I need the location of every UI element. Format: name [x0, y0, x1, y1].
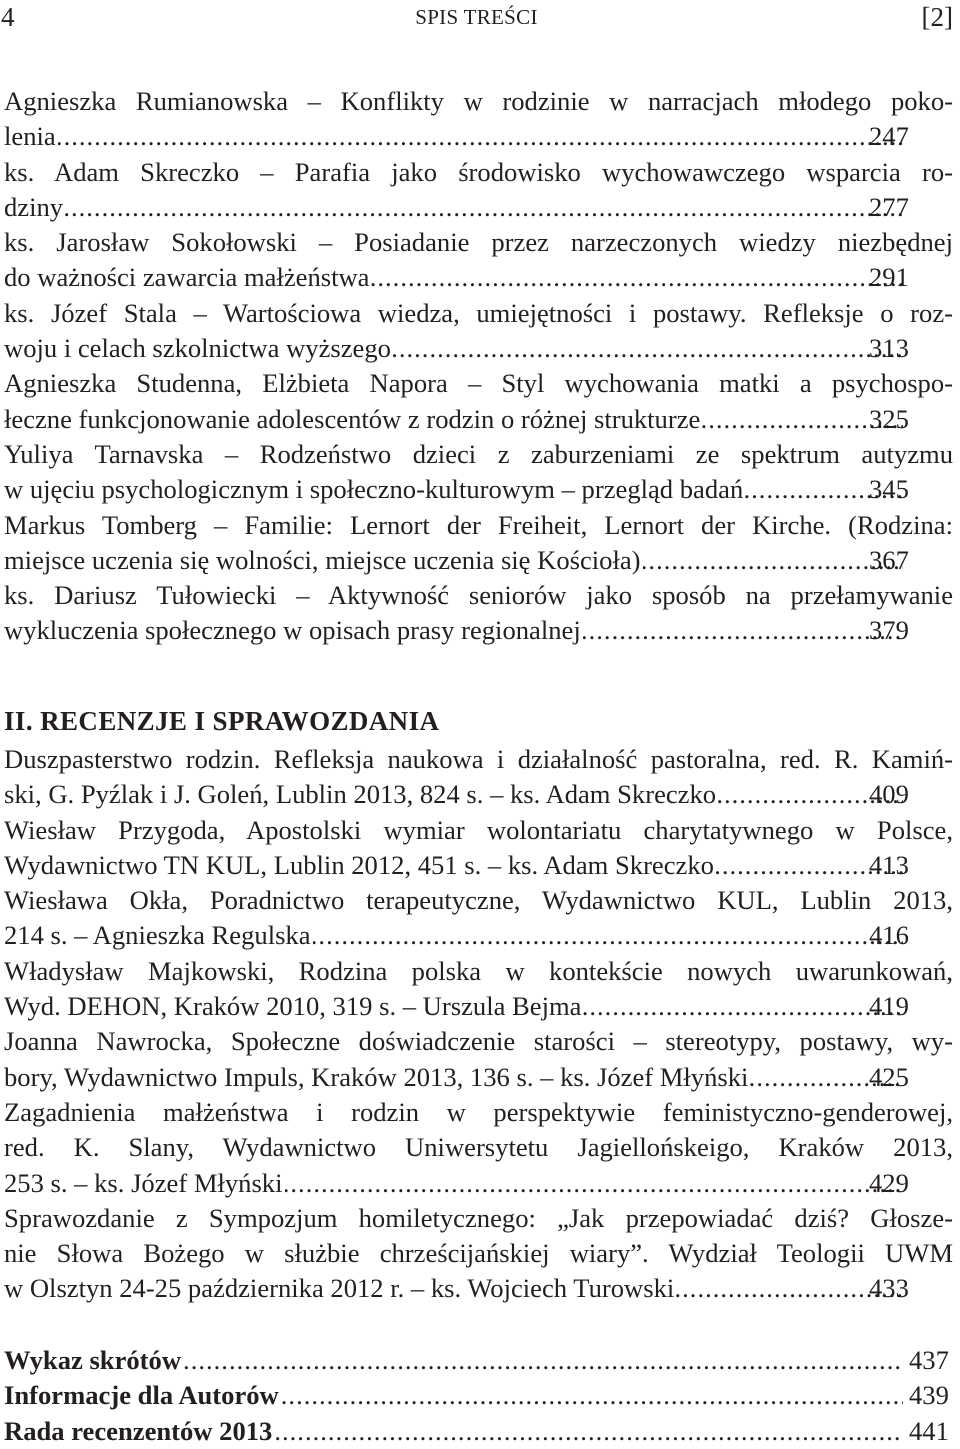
toc-page-number: 437: [909, 1345, 949, 1375]
toc-entry-line: ks. Adam Skreczko – Parafia jako środowisko wychowawczego wsparcia ro-: [4, 156, 953, 187]
toc-page-number: 429: [869, 1167, 909, 1198]
dot-leader: [583, 613, 903, 648]
toc-entry-text: do ważności zawarcia małżeństwa: [4, 262, 370, 293]
toc-entry: [4, 155, 953, 226]
toc-entry-last-line: [4, 1166, 953, 1201]
toc-entry-text: w ujęciu psychologicznym i społeczno-kulturowym – przegląd badań: [4, 474, 744, 505]
toc-entry-last-line: [4, 1343, 953, 1378]
toc-entry: [4, 883, 953, 954]
toc-entry: [4, 508, 953, 579]
toc-entry-line: ks. Józef Stala – Wartościowa wiedza, umiejętności i postawy. Refleksje o roz-: [4, 297, 953, 328]
toc-reviews: [4, 742, 953, 1307]
toc-entry-last-line: [4, 989, 953, 1024]
toc-entry: [4, 1024, 953, 1095]
dot-leader: [65, 190, 903, 225]
dot-leader: [393, 331, 903, 366]
dot-leader: [371, 260, 903, 295]
toc-entry-line: Yuliya Tarnavska – Rodzeństwo dzieci z zaburzeniami ze spektrum autyzmu: [4, 438, 953, 469]
dot-leader: [281, 1378, 903, 1413]
toc-page-number: 441: [909, 1415, 949, 1446]
toc-entry-line: ks. Jarosław Sokołowski – Posiadanie przez narzeczonych wiedzy niezbędnej: [4, 227, 953, 258]
toc-articles: [4, 84, 953, 649]
toc-page-number: 345: [869, 474, 909, 505]
running-title: SPIS TREŚCI: [415, 5, 538, 29]
toc-entry-last-line: [4, 1378, 953, 1413]
back-matter-entry: [4, 1343, 953, 1378]
toc-entry-last-line: [4, 331, 953, 366]
toc-page-number: 419: [869, 991, 909, 1022]
toc-entry-text: wykluczenia społecznego w opisach prasy regionalnej: [4, 615, 581, 646]
toc-entry-line: Wiesława Okła, Poradnictwo terapeutyczne, Wydawnictwo KUL, Lublin 2013,: [4, 885, 953, 916]
sheet-marker: [2]: [921, 2, 953, 32]
toc-entry-text: lenia: [4, 121, 56, 152]
toc-entry-last-line: [4, 260, 953, 295]
toc-entry: [4, 84, 953, 155]
toc-entry-last-line: [4, 190, 953, 225]
section-heading: II. RECENZJE I SPRAWOZDANIA: [4, 706, 440, 736]
toc-page-number: 367: [869, 544, 909, 575]
dot-leader: [643, 543, 903, 578]
dot-leader: [313, 918, 903, 953]
toc-page-number: 247: [869, 121, 909, 152]
toc-entry-last-line: [4, 613, 953, 648]
toc-entry-last-line: [4, 119, 953, 154]
toc-entry-text: 214 s. – Agnieszka Regulska: [4, 920, 311, 951]
toc-entry-text: bory, Wydawnictwo Impuls, Kraków 2013, 136 s. – ks. Józef Młyński: [4, 1061, 749, 1092]
toc-entry: [4, 954, 953, 1025]
toc-entry-line: Markus Tomberg – Familie: Lernort der Freiheit, Lernort der Kirche. (Rodzina:: [4, 509, 953, 540]
toc-entry-line: Agnieszka Studenna, Elżbieta Napora – Styl wychowania matki a psychospo-: [4, 368, 953, 399]
toc-entry: [4, 578, 953, 649]
dot-leader: [274, 1414, 903, 1449]
toc-entry-last-line: [4, 1414, 953, 1449]
toc-entry-line: Władysław Majkowski, Rodzina polska w kontekście nowych uwarunkowań,: [4, 955, 953, 986]
toc-page-number: 416: [869, 920, 909, 951]
toc-entry-line: Agnieszka Rumianowska – Konflikty w rodzinie w narracjach młodego poko-: [4, 86, 953, 116]
toc-entry-last-line: [4, 472, 953, 507]
dot-leader: [583, 989, 903, 1024]
toc-entry-line: Wiesław Przygoda, Apostolski wymiar wolontariatu charytatywnego w Polsce,: [4, 814, 953, 845]
toc-entry: [4, 366, 953, 437]
toc-entry-last-line: [4, 777, 953, 812]
toc-entry-last-line: [4, 1271, 953, 1306]
toc-entry: [4, 813, 953, 884]
toc-entry-text: miejsce uczenia się wolności, miejsce uczenia się Kościoła): [4, 544, 641, 575]
toc-entry-line: Joanna Nawrocka, Społeczne doświadczenie starości – stereotypy, postawy, wy-: [4, 1026, 953, 1057]
toc-page-number: 433: [869, 1273, 909, 1304]
toc-entry: [4, 296, 953, 367]
toc-page-number: 291: [869, 262, 909, 293]
toc-entry-line: ks. Dariusz Tułowiecki – Aktywność seniorów jako sposób na przełamywanie: [4, 580, 953, 611]
toc-entry-text: Wyd. DEHON, Kraków 2010, 319 s. – Urszula Bejma: [4, 991, 582, 1022]
running-header: [0, 0, 953, 34]
toc-entry-line: red. K. Slany, Wydawnictwo Uniwersytetu Jagiellońskeigo, Kraków 2013,: [4, 1132, 953, 1163]
toc-page-number: 325: [869, 403, 909, 434]
back-matter-entry: [4, 1378, 953, 1413]
toc-page-number: 413: [869, 849, 909, 880]
back-matter-label: Informacje dla Autorów: [4, 1380, 279, 1411]
toc-entry-last-line: [4, 1060, 953, 1095]
toc-back-matter: [4, 1343, 953, 1449]
toc-entry-text: woju i celach szkolnictwa wyższego: [4, 333, 391, 364]
toc-entry: [4, 225, 953, 296]
toc-entry: [4, 1095, 953, 1201]
toc-page-number: 439: [909, 1380, 949, 1411]
toc-entry-last-line: [4, 848, 953, 883]
back-matter-label: Rada recenzentów 2013: [4, 1415, 273, 1446]
back-matter-entry: [4, 1414, 953, 1449]
toc-entry-line: nie Słowa Bożego w służbie chrześcijańskiej wiary”. Wydział Teologii UWM: [4, 1238, 953, 1269]
toc-entry: [4, 742, 953, 813]
dot-leader: [58, 119, 903, 154]
toc-entry-last-line: [4, 918, 953, 953]
toc-entry-text: łeczne funkcjonowanie adolescentów z rodzin o różnej strukturze: [4, 403, 701, 434]
toc-entry-line: Duszpasterstwo rodzin. Refleksja naukowa i działalność pastoralna, red. R. Kamiń-: [4, 744, 953, 774]
toc-entry-last-line: [4, 402, 953, 437]
toc-page-number: 425: [869, 1061, 909, 1092]
toc-entry: [4, 437, 953, 508]
toc-page-number: 313: [869, 333, 909, 364]
toc-entry-text: Wydawnictwo TN KUL, Lublin 2012, 451 s. – ks. Adam Skreczko: [4, 849, 714, 880]
toc-entry-line: Zagadnienia małżeństwa i rodzin w perspektywie feministyczno-genderowej,: [4, 1096, 953, 1127]
toc-entry-line: Sprawozdanie z Sympozjum homiletycznego: „Jak przepowiadać dziś? Głosze-: [4, 1202, 953, 1233]
dot-leader: [183, 1343, 903, 1378]
toc-entry-last-line: [4, 543, 953, 578]
toc-entry-text: dziny: [4, 191, 64, 222]
toc-entry: [4, 1201, 953, 1307]
toc-entry-text: ski, G. Pyźlak i J. Goleń, Lublin 2013, 824 s. – ks. Adam Skreczko: [4, 779, 717, 810]
dot-leader: [285, 1166, 904, 1201]
page-number: 4: [1, 2, 15, 32]
toc-page-number: 277: [869, 191, 909, 222]
toc-page-number: 409: [869, 779, 909, 810]
back-matter-label: Wykaz skrótów: [4, 1345, 182, 1375]
toc-entry-text: w Olsztyn 24-25 października 2012 r. – ks. Wojciech Turowski: [4, 1273, 675, 1304]
toc-page-number: 379: [869, 615, 909, 646]
toc-entry-text: 253 s. – ks. Józef Młyński: [4, 1167, 283, 1198]
